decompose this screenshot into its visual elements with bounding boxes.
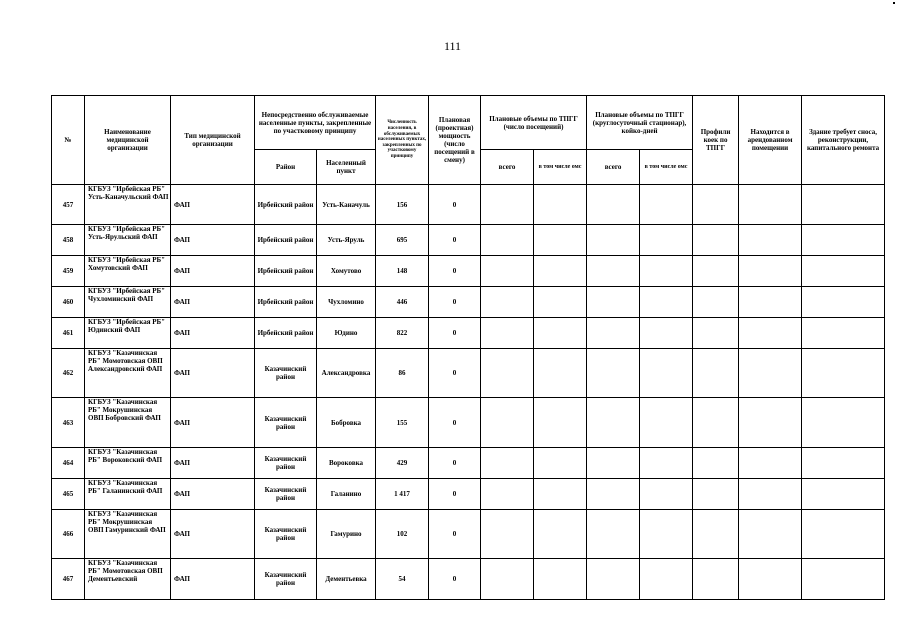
header-rented: Находится в арендованном помещении [739, 96, 802, 185]
table-row [52, 256, 885, 287]
org-type: ФАП [171, 225, 255, 256]
header-visits-total: всего [481, 150, 534, 185]
header-org-type: Тип медицинской организации [171, 96, 255, 185]
org-name: КГБУЗ "Ирбейская РБ" Усть-Ярульский ФАП [85, 225, 171, 256]
org-name: КГБУЗ "Казачинская РБ" Мокрушинская ОВП Гамуринский ФАП [85, 510, 171, 559]
org-name: КГБУЗ "Ирбейская РБ" Усть-Каначульский ФАП [85, 185, 171, 225]
header-district: Район [255, 150, 317, 185]
capacity: 0 [429, 479, 481, 510]
org-name: КГБУЗ "Казачинская РБ" Галанинский ФАП [85, 479, 171, 510]
district: Ирбейский район [255, 185, 317, 225]
org-type: ФАП [171, 349, 255, 398]
table-row [52, 287, 885, 318]
row-num: 459 [52, 256, 85, 287]
header-population: Численность населения, в обслуживаемых населенных пунктах, закрепленных по участковому принципу [376, 96, 429, 185]
header-visits-oms: в том числе омс [534, 150, 587, 185]
org-name: КГБУЗ "Казачинская РБ" Вороковский ФАП [85, 448, 171, 479]
org-type: ФАП [171, 256, 255, 287]
district: Ирбейский район [255, 225, 317, 256]
row-num: 461 [52, 318, 85, 349]
org-type: ФАП [171, 287, 255, 318]
settlement: Хомутово [317, 256, 376, 287]
org-name: КГБУЗ "Ирбейская РБ" Хомутовский ФАП [85, 256, 171, 287]
settlement: Юдино [317, 318, 376, 349]
org-type: ФАП [171, 185, 255, 225]
header-org-name: Наименование медицинской организации [85, 96, 171, 185]
header-capacity: Плановая (проектная) мощность (число посещений в смену) [429, 96, 481, 185]
district: Казачинский район [255, 448, 317, 479]
population: 148 [376, 256, 429, 287]
row-num: 467 [52, 559, 85, 600]
capacity: 0 [429, 185, 481, 225]
population: 1 417 [376, 479, 429, 510]
population: 695 [376, 225, 429, 256]
org-type: ФАП [171, 398, 255, 448]
settlement: Александровка [317, 349, 376, 398]
header-bed-profiles: Профили коек по ТПГГ [693, 96, 739, 185]
population: 446 [376, 287, 429, 318]
page-number: 111 [443, 39, 462, 53]
capacity: 0 [429, 510, 481, 559]
org-name: КГБУЗ "Казачинская РБ" Момотовская ОВП Дементьевский [85, 559, 171, 600]
row-num: 457 [52, 185, 85, 225]
district: Ирбейский район [255, 256, 317, 287]
header-settlement: Населенный пункт [317, 150, 376, 185]
table-row [52, 559, 885, 600]
scan-speck [893, 2, 895, 4]
population: 54 [376, 559, 429, 600]
table-row [52, 225, 885, 256]
capacity: 0 [429, 398, 481, 448]
capacity: 0 [429, 318, 481, 349]
population: 86 [376, 349, 429, 398]
row-num: 462 [52, 349, 85, 398]
row-num: 460 [52, 287, 85, 318]
header-settlements-group: Непосредственно обслуживаемые населенные пункты, закрепленные по участковому принципу [255, 96, 376, 150]
district: Казачинский район [255, 349, 317, 398]
district: Казачинский район [255, 479, 317, 510]
org-type: ФАП [171, 510, 255, 559]
capacity: 0 [429, 448, 481, 479]
row-num: 463 [52, 398, 85, 448]
row-num: 465 [52, 479, 85, 510]
settlement: Чухломино [317, 287, 376, 318]
table-row [52, 349, 885, 398]
row-num: 464 [52, 448, 85, 479]
table-row [52, 398, 885, 448]
org-name: КГБУЗ "Ирбейская РБ" Юдинский ФАП [85, 318, 171, 349]
table-row [52, 318, 885, 349]
org-name: КГБУЗ "Казачинская РБ" Момотовская ОВП Александровский ФАП [85, 349, 171, 398]
table-row [52, 185, 885, 225]
district: Ирбейский район [255, 318, 317, 349]
org-type: ФАП [171, 318, 255, 349]
settlement: Усть-Каначуль [317, 185, 376, 225]
row-num: 466 [52, 510, 85, 559]
header-repair: Здание требует сноса, реконструкции, капитального ремонта [802, 96, 885, 185]
settlement: Бобровка [317, 398, 376, 448]
header-num: № [52, 96, 85, 185]
org-type: ФАП [171, 448, 255, 479]
settlement: Усть-Яруль [317, 225, 376, 256]
district: Казачинский район [255, 510, 317, 559]
capacity: 0 [429, 287, 481, 318]
population: 429 [376, 448, 429, 479]
table-row [52, 448, 885, 479]
header-hospital-total: всего [587, 150, 640, 185]
settlement: Галанино [317, 479, 376, 510]
population: 155 [376, 398, 429, 448]
capacity: 0 [429, 225, 481, 256]
population: 156 [376, 185, 429, 225]
org-name: КГБУЗ "Казачинская РБ" Мокрушинская ОВП Бобровский ФАП [85, 398, 171, 448]
population: 822 [376, 318, 429, 349]
district: Ирбейский район [255, 287, 317, 318]
table-row [52, 479, 885, 510]
settlement: Вороковка [317, 448, 376, 479]
table-row [52, 510, 885, 559]
org-name: КГБУЗ "Ирбейская РБ" Чухломинский ФАП [85, 287, 171, 318]
settlement: Дементьевка [317, 559, 376, 600]
registry-table [51, 95, 885, 600]
settlement: Гамурино [317, 510, 376, 559]
district: Казачинский район [255, 398, 317, 448]
capacity: 0 [429, 559, 481, 600]
district: Казачинский район [255, 559, 317, 600]
row-num: 458 [52, 225, 85, 256]
capacity: 0 [429, 349, 481, 398]
population: 102 [376, 510, 429, 559]
header-tpgg-hospital: Плановые объемы по ТПГГ (круглосуточный стационар), койко-дней [587, 96, 693, 150]
org-type: ФАП [171, 559, 255, 600]
header-hospital-oms: в том числе омс [640, 150, 693, 185]
org-type: ФАП [171, 479, 255, 510]
header-tpgg-visits: Плановые объемы по ТПГГ (число посещений) [481, 96, 587, 150]
capacity: 0 [429, 256, 481, 287]
